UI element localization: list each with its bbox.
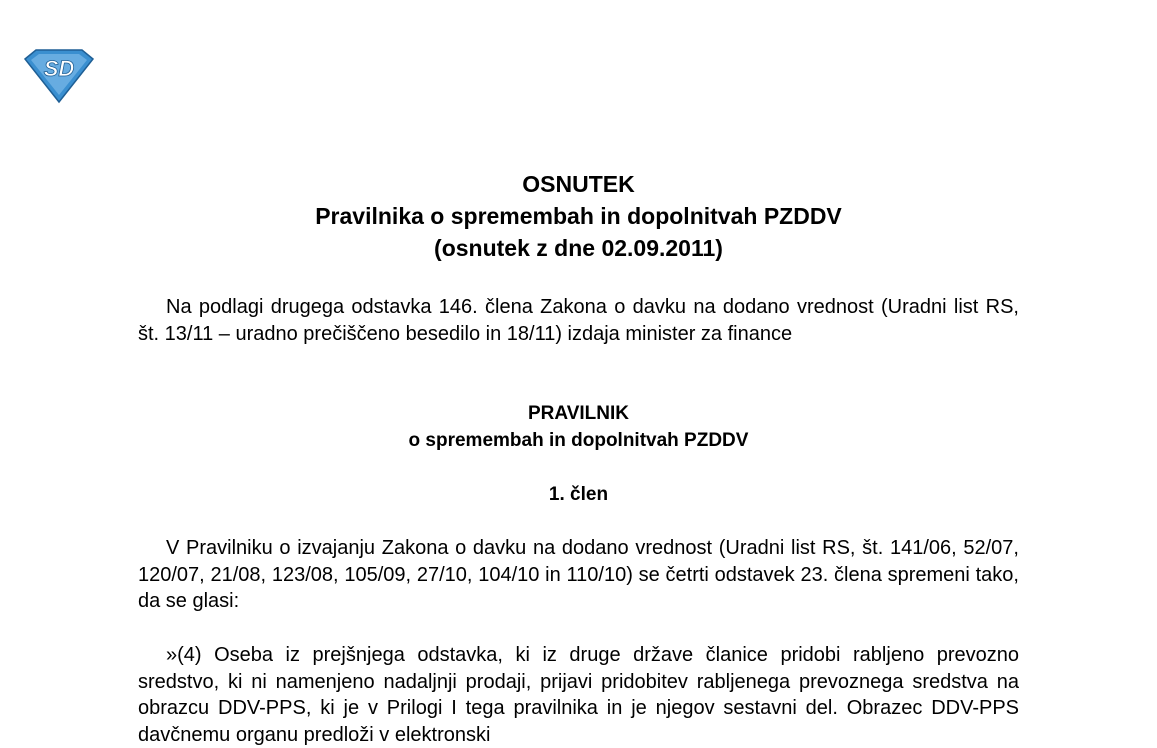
document-date-line: (osnutek z dne 02.09.2011): [434, 235, 723, 261]
document-title: OSNUTEK: [522, 171, 635, 197]
article-quote-paragraph: »(4) Oseba iz prejšnjega odstavka, ki iz druge države članice pridobi rabljeno prevozno sredstvo, ki ni namenjeno nadaljnji prodaji, prijavi pridobitev rabljenega prevoznega sredstva na obrazcu DDV-PPS, ki je v Prilogi I tega pravilnika in je njegov sestavni del. Obrazec DDV-PPS davčnemu organu predloži v elektronski: [138, 644, 1019, 746]
article-heading: 1. člen: [548, 484, 609, 505]
logo-text: SD: [43, 56, 75, 81]
rule-heading-subtitle: o spremembah in dopolnitvah PZDDV: [408, 430, 749, 451]
intro-paragraph: Na podlagi drugega odstavka 146. člena Zakona o davku na dodano vrednost (Uradni list RS, št. 13/11 – uradno prečiščeno besedilo in 18/11) izdaja minister za finance: [138, 296, 1019, 345]
article-paragraph: V Pravilniku o izvajanju Zakona o davku na dodano vrednost (Uradni list RS, št. 141/06, 52/07, 120/07, 21/08, 123/08, 105/09, 27/10, 104/10 in 110/10) se četrti odstavek 23. člena spremeni tako, da se glasi:: [138, 537, 1019, 612]
rule-heading-title: PRAVILNIK: [528, 403, 629, 424]
document-subtitle: Pravilnika o spremembah in dopolnitvah PZDDV: [315, 203, 842, 229]
sd-shield-logo-icon: [22, 47, 96, 105]
